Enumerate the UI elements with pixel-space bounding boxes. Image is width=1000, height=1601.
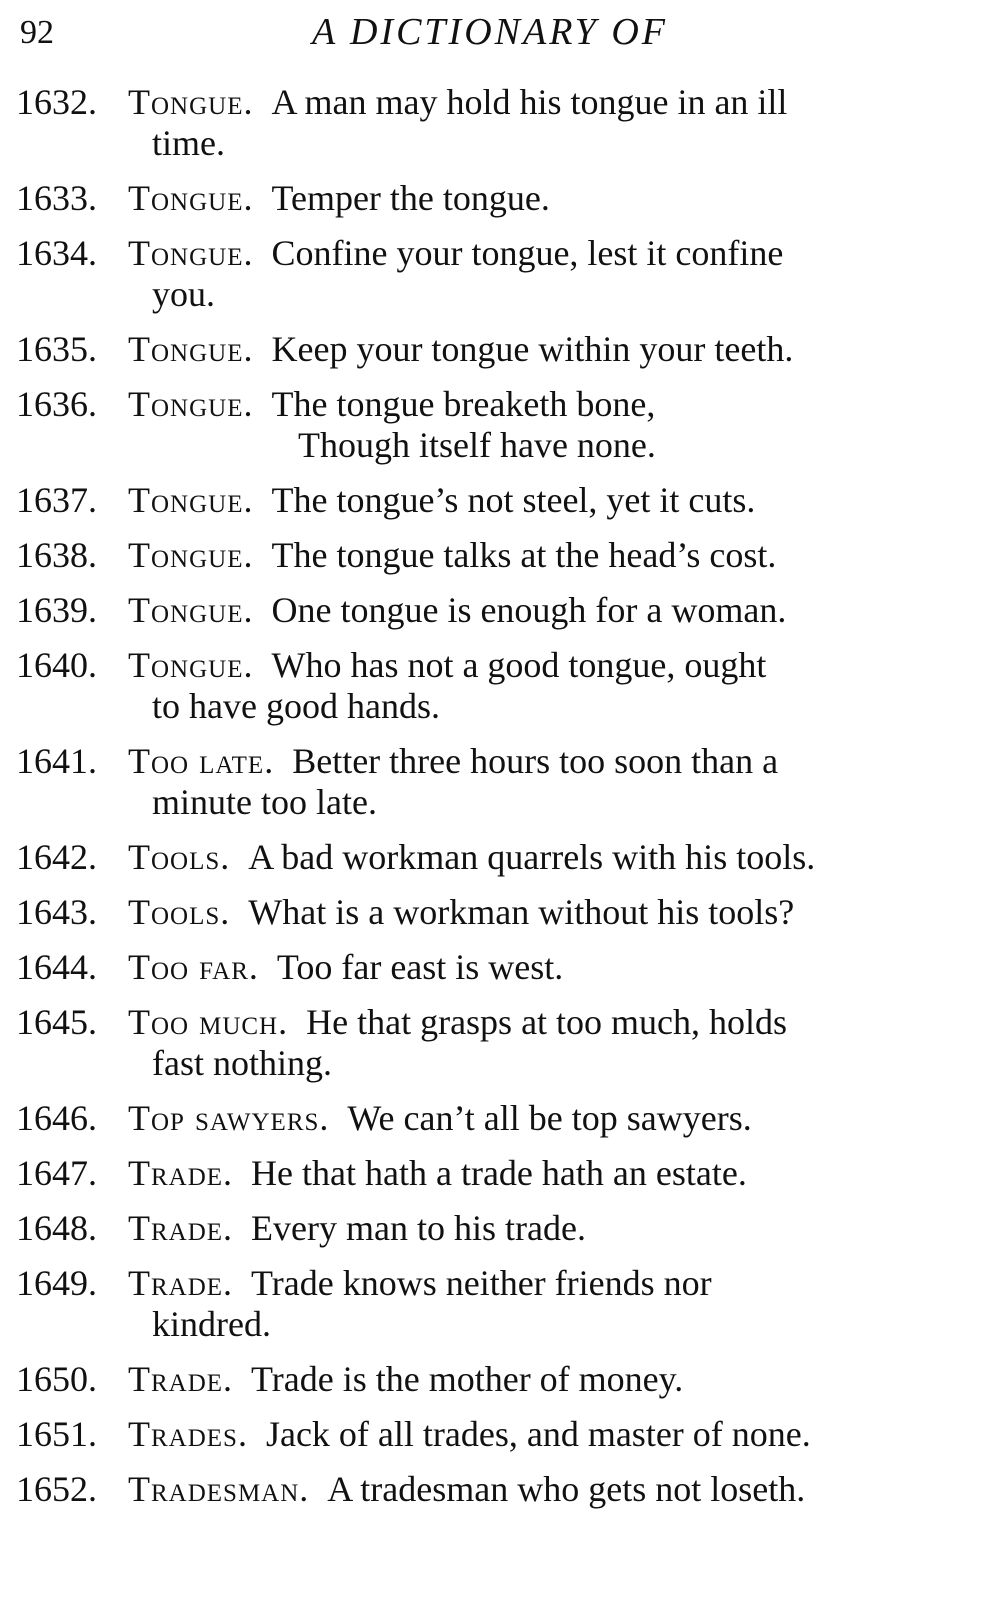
entry-1650: [16, 1359, 966, 1400]
entry-keyword: Tongue.: [128, 590, 254, 630]
entry-number: 1648.: [16, 1208, 97, 1248]
entry-keyword: Tongue.: [128, 233, 254, 273]
entry-keyword: Tongue.: [128, 82, 254, 122]
entry-1639: [16, 590, 966, 631]
entry-text: The tongue talks at the head’s cost.: [271, 535, 777, 575]
entry-text: Confine your tongue, lest it confine: [271, 233, 784, 273]
entry-keyword: Trades.: [128, 1414, 248, 1454]
page-header: [20, 8, 960, 58]
entry-number: 1650.: [16, 1359, 97, 1399]
entry-keyword: Tradesman.: [128, 1469, 310, 1509]
entry-1643: [16, 892, 966, 933]
entry-1634: [16, 233, 966, 315]
entry-number: 1637.: [16, 480, 97, 520]
entry-number: 1652.: [16, 1469, 97, 1509]
entry-text: A tradesman who gets not loseth.: [327, 1469, 806, 1509]
entry-keyword: Tongue.: [128, 329, 254, 369]
entry-verse-continued: Though itself have none.: [298, 425, 656, 465]
entry-text-continued: fast nothing.: [152, 1043, 332, 1083]
entry-1635: [16, 329, 966, 370]
entry-1651: [16, 1414, 966, 1455]
entry-number: 1632.: [16, 82, 97, 122]
entry-text: We can’t all be top sawyers.: [347, 1098, 752, 1138]
entry-number: 1647.: [16, 1153, 97, 1193]
entry-1641: [16, 741, 966, 823]
entry-number: 1635.: [16, 329, 97, 369]
entry-text: Jack of all trades, and master of none.: [265, 1414, 811, 1454]
entry-number: 1640.: [16, 645, 97, 685]
entry-number: 1649.: [16, 1263, 97, 1303]
entry-1640: [16, 645, 966, 727]
entry-number: 1636.: [16, 384, 97, 424]
entry-keyword: Tongue.: [128, 384, 254, 424]
entry-number: 1646.: [16, 1098, 97, 1138]
entry-1642: [16, 837, 966, 878]
entry-number: 1634.: [16, 233, 97, 273]
entry-1637: [16, 480, 966, 521]
entry-text-continued: to have good hands.: [152, 686, 440, 726]
entry-number: 1645.: [16, 1002, 97, 1042]
entry-keyword: Trade.: [128, 1208, 234, 1248]
entry-number: 1633.: [16, 178, 97, 218]
entry-text: Too far east is west.: [276, 947, 564, 987]
entry-number: 1651.: [16, 1414, 97, 1454]
entry-keyword: Top sawyers.: [128, 1098, 330, 1138]
entry-1649: [16, 1263, 966, 1345]
entry-text: He that grasps at too much, holds: [306, 1002, 788, 1042]
entry-text-continued: time.: [152, 123, 225, 163]
entry-keyword: Tools.: [128, 837, 231, 877]
entry-1647: [16, 1153, 966, 1194]
entry-text: Better three hours too soon than a: [292, 741, 779, 781]
entry-1645: [16, 1002, 966, 1084]
entry-keyword: Tongue.: [128, 178, 254, 218]
entry-text: Trade knows neither friends nor: [251, 1263, 712, 1303]
entry-text: A bad workman quarrels with his tools.: [248, 837, 816, 877]
entry-1652: [16, 1469, 966, 1510]
entry-text: Every man to his trade.: [251, 1208, 586, 1248]
entry-keyword: Too much.: [128, 1002, 289, 1042]
entry-keyword: Trade.: [128, 1359, 234, 1399]
running-title: A DICTIONARY OF: [311, 11, 669, 53]
entry-text: What is a workman without his tools?: [248, 892, 795, 932]
entry-text: Trade is the mother of money.: [251, 1359, 684, 1399]
entry-text-continued: kindred.: [152, 1304, 271, 1344]
entry-text-continued: minute too late.: [152, 782, 377, 822]
entry-text: A man may hold his tongue in an ill: [271, 82, 788, 122]
entry-keyword: Tongue.: [128, 535, 254, 575]
entry-1646: [16, 1098, 966, 1139]
entry-text-continued: you.: [152, 274, 215, 314]
entry-1648: [16, 1208, 966, 1249]
entry-number: 1641.: [16, 741, 97, 781]
entry-1632: [16, 82, 966, 164]
entry-keyword: Tongue.: [128, 480, 254, 520]
page-number: 92: [20, 14, 54, 51]
entry-text: Who has not a good tongue, ought: [271, 645, 767, 685]
entry-text: He that hath a trade hath an estate.: [251, 1153, 747, 1193]
entry-number: 1644.: [16, 947, 97, 987]
entry-keyword: Tongue.: [128, 645, 254, 685]
entry-text: Keep your tongue within your teeth.: [271, 329, 794, 369]
entry-keyword: Trade.: [128, 1263, 234, 1303]
entry-text: The tongue breaketh bone,: [271, 384, 656, 424]
entry-keyword: Trade.: [128, 1153, 234, 1193]
entry-number: 1639.: [16, 590, 97, 630]
entry-text: One tongue is enough for a woman.: [271, 590, 787, 630]
entry-keyword: Tools.: [128, 892, 231, 932]
entry-number: 1638.: [16, 535, 97, 575]
entry-keyword: Too late.: [128, 741, 275, 781]
entry-keyword: Too far.: [128, 947, 259, 987]
entry-list: [16, 82, 966, 1524]
entry-1633: [16, 178, 966, 219]
entry-number: 1642.: [16, 837, 97, 877]
entry-number: 1643.: [16, 892, 97, 932]
entry-1636: [16, 384, 966, 466]
entry-text: The tongue’s not steel, yet it cuts.: [271, 480, 756, 520]
entry-text: Temper the tongue.: [271, 178, 550, 218]
entry-1644: [16, 947, 966, 988]
entry-1638: [16, 535, 966, 576]
